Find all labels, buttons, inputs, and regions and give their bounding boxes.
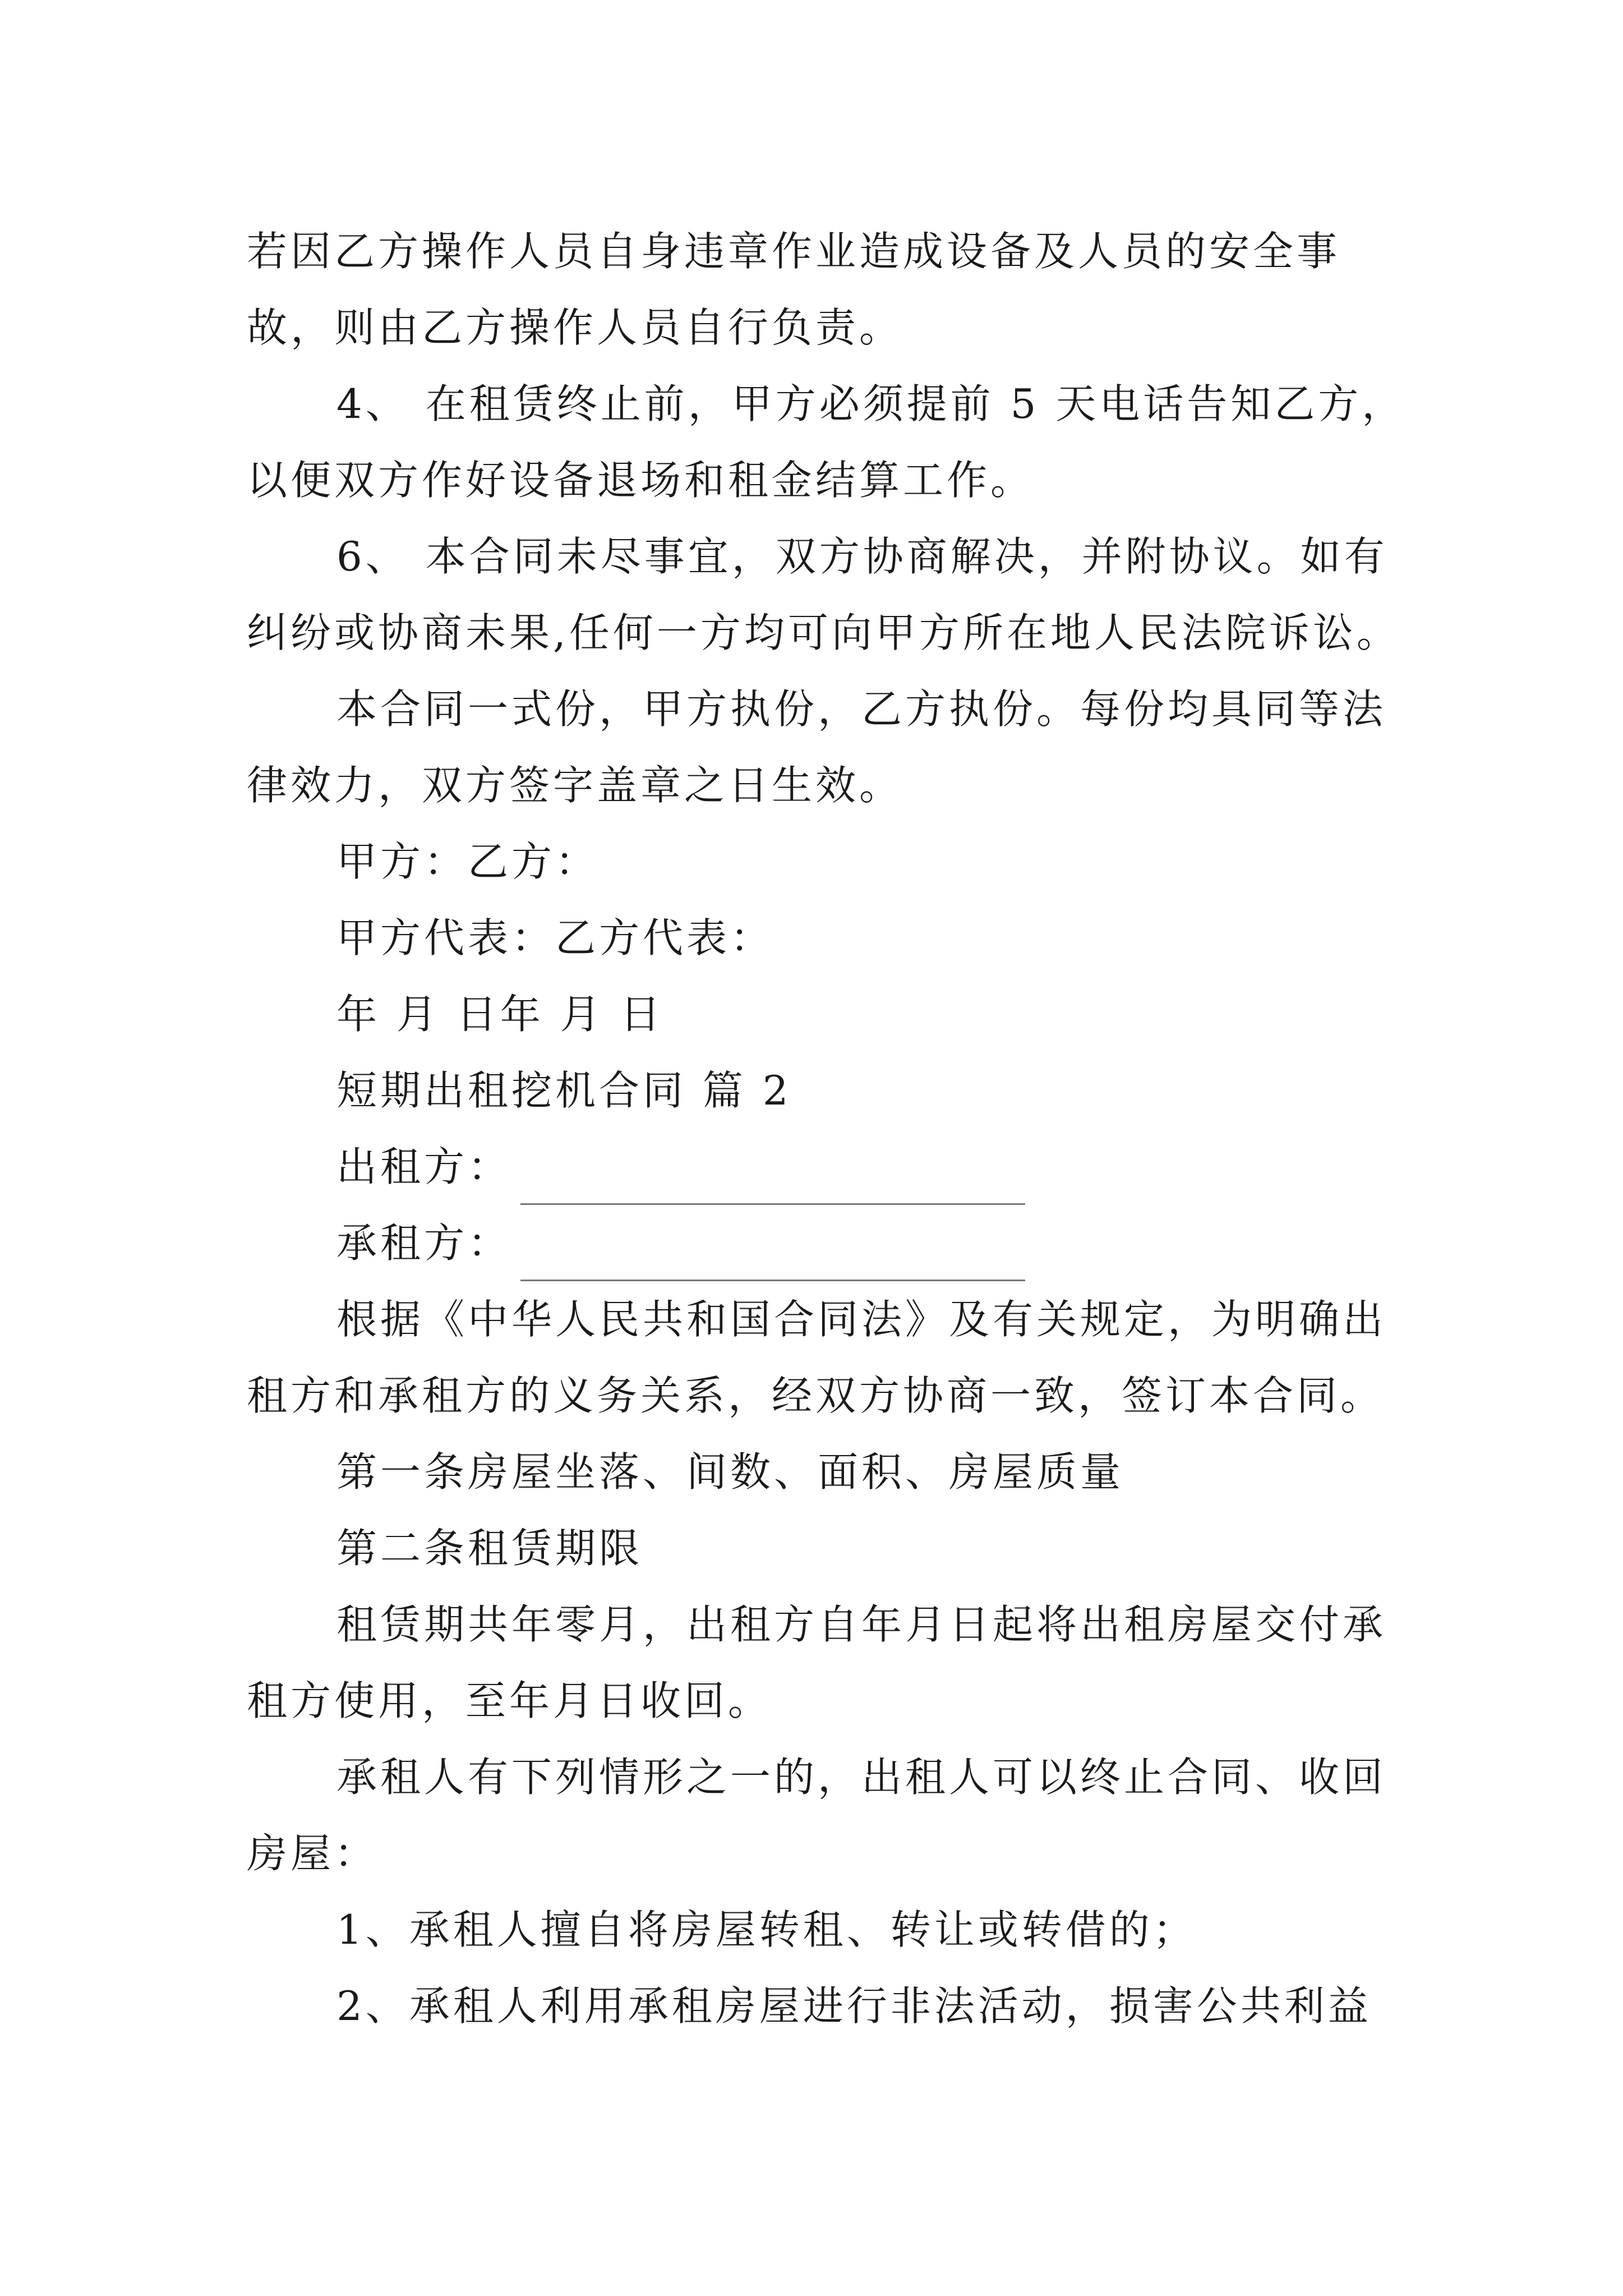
party-signature-line: 甲方：乙方： — [336, 838, 600, 885]
lessee-field — [247, 1205, 1391, 1281]
lease-term-paragraph: 租赁期共年零月，出租方自年月日起将出租房屋交付承 — [336, 1601, 1387, 1648]
preamble-paragraph: 根据《中华人民共和国合同法》及有关规定，为明确出 — [336, 1296, 1387, 1343]
copies-paragraph: 本合同一式份，甲方执份，乙方执份。每份均具同等法 — [336, 685, 1387, 733]
lessee-blank — [520, 1240, 1025, 1281]
text-line-22: 房屋： — [247, 1830, 379, 1877]
lessor-label: 出租方： — [336, 1143, 512, 1190]
lessor-blank — [520, 1164, 1025, 1205]
text-line-8: 律效力，双方签字盖章之日生效。 — [247, 762, 903, 809]
termination-paragraph: 承租人有下列情形之一的，出租人可以终止合同、收回 — [336, 1754, 1387, 1801]
text-line-16: 租方和承租方的义务关系，经双方协商一致，签订本合同。 — [247, 1372, 1385, 1419]
clause-6: 6、 本合同未尽事宜，双方协商解决，并附协议。如有 — [336, 533, 1388, 580]
lessor-field — [247, 1129, 1391, 1205]
document-page — [247, 213, 1406, 2044]
text-line-20: 租方使用，至年月日收回。 — [247, 1677, 772, 1724]
termination-item-2: 2、承租人利用承租房屋进行非法活动，损害公共利益 — [336, 1982, 1372, 2030]
article-1-heading: 第一条房屋坐落、间数、面积、房屋质量 — [336, 1448, 1124, 1496]
text-line-6: 纠纷或协商未果,任何一方均可向甲方所在地人民法院诉讼。 — [247, 609, 1400, 656]
article-2-heading: 第二条租赁期限 — [336, 1525, 643, 1572]
date-line: 年 月 日年 月 日 — [336, 991, 664, 1038]
clause-4: 4、 在租赁终止前，甲方必须提前 5 天电话告知乙方， — [336, 380, 1406, 427]
termination-item-1: 1、承租人擅自将房屋转租、转让或转借的； — [336, 1906, 1197, 1953]
representative-signature-line: 甲方代表：乙方代表： — [336, 914, 774, 961]
contract-heading: 短期出租挖机合同 篇 2 — [336, 1067, 792, 1114]
text-line-2: 故，则由乙方操作人员自行负责。 — [247, 304, 903, 351]
lessee-label: 承租方： — [336, 1220, 512, 1267]
text-line-1: 若因乙方操作人员自身违章作业造成设备及人员的安全事 — [247, 228, 1341, 275]
text-line-4: 以便双方作好设备退场和租金结算工作。 — [247, 457, 1035, 504]
